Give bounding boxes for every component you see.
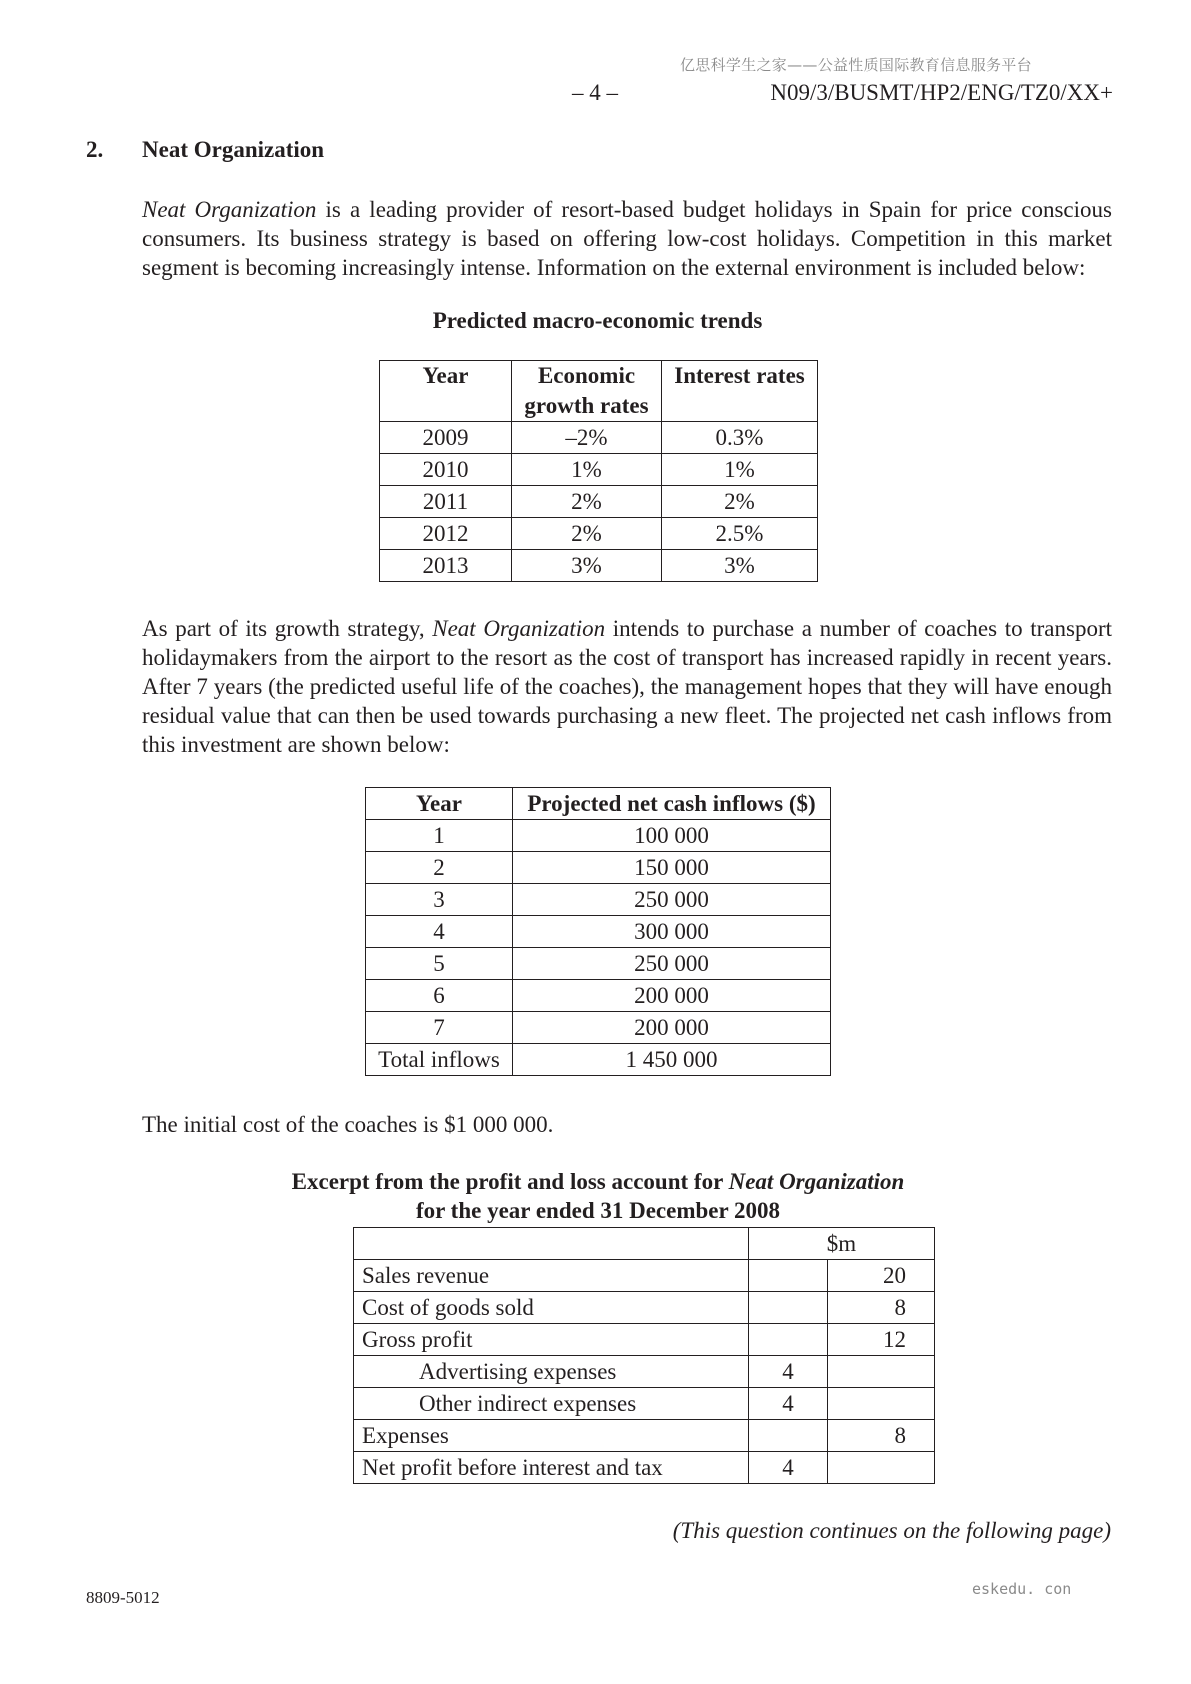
table-row	[366, 916, 831, 948]
table-row	[366, 948, 831, 980]
macro-economic-table	[379, 360, 818, 582]
table-cell: 2%	[512, 518, 662, 550]
intro-paragraph	[142, 195, 1112, 282]
table-row	[366, 820, 831, 852]
row-label: Advertising expenses	[354, 1356, 749, 1388]
table-cell: Total inflows	[366, 1044, 513, 1076]
company-name: Neat Organization	[142, 197, 317, 222]
table-cell: 5	[366, 948, 513, 980]
value-col1	[749, 1324, 828, 1356]
intro-text: is a leading provider of resort-based budget holidays in Spain for price conscious consumers. Its business strategy is based on offering low-cost holidays. Competition in this market segment is becoming increasingly intense. Information on the external environment is included below:	[142, 197, 1112, 280]
table-cell: 300 000	[513, 916, 831, 948]
table-row	[354, 1292, 935, 1324]
header-cell: Interest rates	[662, 361, 818, 422]
header-cell: Year	[366, 788, 513, 820]
value-col1: 4	[749, 1452, 828, 1484]
value-col1	[749, 1292, 828, 1324]
table-cell: 6	[366, 980, 513, 1012]
row-label: Expenses	[354, 1420, 749, 1452]
value-col1: 4	[749, 1356, 828, 1388]
table-cell: 4	[366, 916, 513, 948]
table-header-row	[380, 361, 818, 422]
value-col2: 12	[828, 1324, 935, 1356]
table-row	[380, 454, 818, 486]
page-number: – 4 –	[572, 80, 618, 105]
header-cell: Economic growth rates	[512, 361, 662, 422]
header-watermark: 亿思科学生之家——公益性质国际教育信息服务平台	[680, 56, 1032, 74]
table-row	[354, 1420, 935, 1452]
table-cell: 250 000	[513, 948, 831, 980]
pl-caption-line2: for the year ended 31 December 2008	[415, 1198, 781, 1223]
strategy-text: intends to purchase a number of coaches to transport holidaymakers from the airport to the resort as the cost of transport has increased rapidly in recent years. After 7 years (the predicted useful life of the coaches), the management hopes that they will have enough residual value that can then be used towards purchasing a new fleet. The projected net cash inflows from this investment are shown below:	[142, 616, 1112, 757]
table-cell: 2010	[380, 454, 512, 486]
row-label: Sales revenue	[354, 1260, 749, 1292]
table-row	[366, 884, 831, 916]
value-col1	[749, 1420, 828, 1452]
table-row	[380, 422, 818, 454]
footer-code: 8809-5012	[86, 1588, 160, 1607]
macro-table-caption: Predicted macro-economic trends	[432, 308, 763, 333]
table-cell: –2%	[512, 422, 662, 454]
value-col2	[828, 1452, 935, 1484]
table-cell: 0.3%	[662, 422, 818, 454]
company-name: Neat Organization	[728, 1169, 905, 1194]
row-label: Cost of goods sold	[354, 1292, 749, 1324]
company-name: Neat Organization	[432, 616, 606, 641]
table-header-row	[366, 788, 831, 820]
table-row	[354, 1324, 935, 1356]
value-col2	[828, 1388, 935, 1420]
table-cell: 1%	[662, 454, 818, 486]
table-cell: 2012	[380, 518, 512, 550]
continues-note: (This question continues on the following page)	[672, 1518, 1111, 1543]
table-cell: 2%	[512, 486, 662, 518]
header-cell: Projected net cash inflows ($)	[513, 788, 831, 820]
table-cell: 2	[366, 852, 513, 884]
unit-header: $m	[749, 1228, 935, 1260]
value-col2: 8	[828, 1420, 935, 1452]
value-col2: 20	[828, 1260, 935, 1292]
question-title: Neat Organization	[142, 137, 325, 162]
table-cell: 7	[366, 1012, 513, 1044]
value-col1: 4	[749, 1388, 828, 1420]
table-cell: 2011	[380, 486, 512, 518]
table-row	[380, 518, 818, 550]
paper-code: N09/3/BUSMT/HP2/ENG/TZ0/XX+	[770, 80, 1113, 105]
table-row	[380, 486, 818, 518]
strategy-text-pre: As part of its growth strategy,	[142, 616, 433, 641]
table-cell: 2%	[662, 486, 818, 518]
table-cell: 250 000	[513, 884, 831, 916]
table-cell: 100 000	[513, 820, 831, 852]
table-cell: 3%	[512, 550, 662, 582]
footer-watermark: eskedu. con	[972, 1580, 1072, 1598]
table-cell: 1 450 000	[513, 1044, 831, 1076]
table-row	[354, 1388, 935, 1420]
table-cell: 200 000	[513, 980, 831, 1012]
table-header-row	[354, 1228, 935, 1260]
table-row	[354, 1260, 935, 1292]
table-row	[380, 550, 818, 582]
question-number: 2.	[86, 137, 104, 162]
table-cell: 3%	[662, 550, 818, 582]
header-cell: Year	[380, 361, 512, 422]
table-cell: 2009	[380, 422, 512, 454]
row-label: Net profit before interest and tax	[354, 1452, 749, 1484]
table-cell: 150 000	[513, 852, 831, 884]
table-total-row	[366, 1044, 831, 1076]
cash-inflows-table	[365, 787, 831, 1076]
growth-strategy-paragraph	[142, 614, 1112, 759]
table-cell: 1%	[512, 454, 662, 486]
value-col2: 8	[828, 1292, 935, 1324]
row-label: Other indirect expenses	[354, 1388, 749, 1420]
initial-cost-text: The initial cost of the coaches is $1 000 000.	[142, 1112, 554, 1137]
table-cell: 3	[366, 884, 513, 916]
profit-loss-table	[353, 1227, 935, 1484]
value-col2	[828, 1356, 935, 1388]
row-label: Gross profit	[354, 1324, 749, 1356]
pl-caption-pre: Excerpt from the profit and loss account for	[291, 1169, 729, 1194]
table-row	[354, 1356, 935, 1388]
table-cell: 1	[366, 820, 513, 852]
header-cell-empty	[354, 1228, 749, 1260]
value-col1	[749, 1260, 828, 1292]
table-row	[366, 980, 831, 1012]
table-row	[354, 1452, 935, 1484]
table-cell: 200 000	[513, 1012, 831, 1044]
table-cell: 2013	[380, 550, 512, 582]
table-cell: 2.5%	[662, 518, 818, 550]
pl-table-caption	[253, 1167, 943, 1225]
table-row	[366, 1012, 831, 1044]
table-row	[366, 852, 831, 884]
